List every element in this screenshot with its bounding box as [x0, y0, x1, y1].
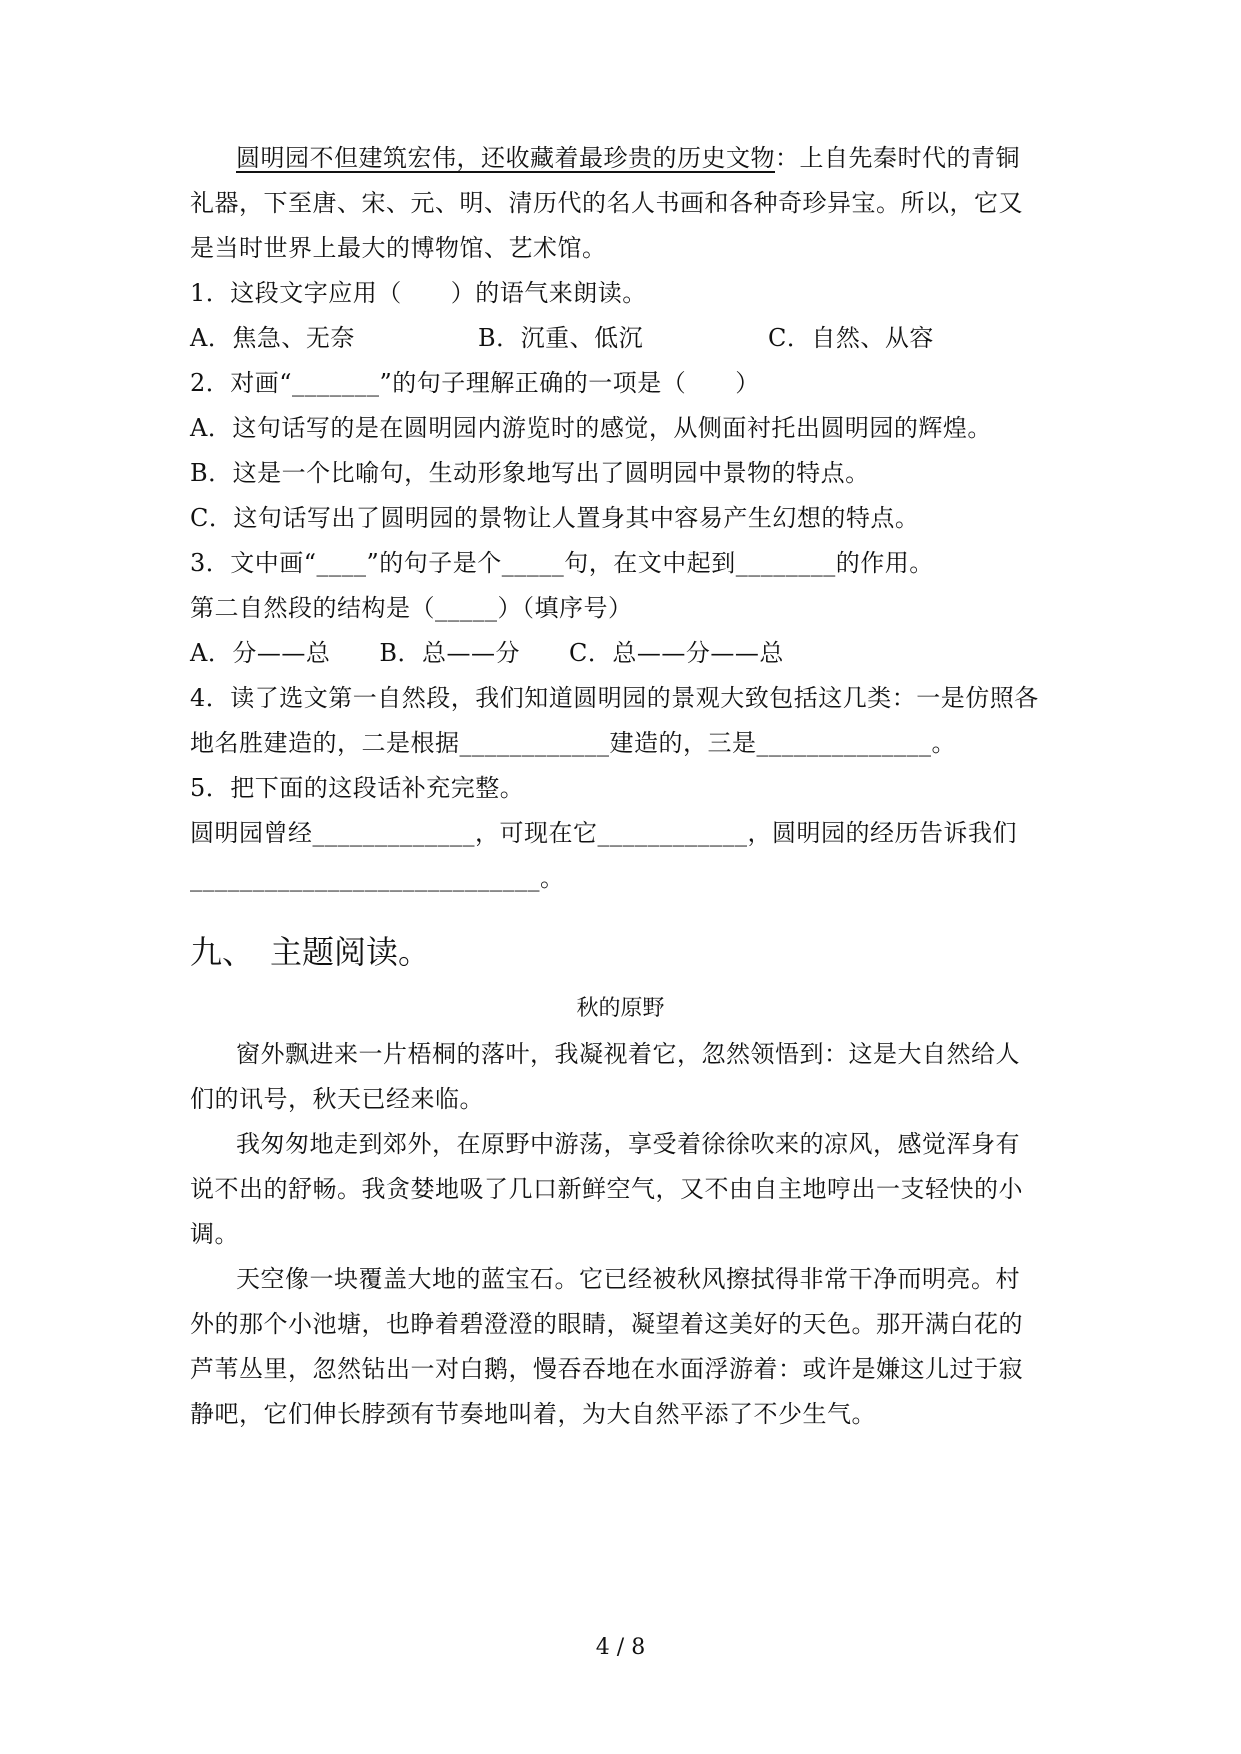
- question-1-option-a: A．焦急、无奈: [190, 324, 355, 352]
- question-2-option-a: A．这句话写的是在圆明园内游览时的感觉，从侧面衬托出圆明园的辉煌。: [190, 414, 992, 442]
- question-1: 1．这段文字应用（ ）的语气来朗读。: [190, 279, 647, 307]
- paragraph-1-line2: 们的讯号，秋天已经来临。: [190, 1085, 484, 1113]
- question-4-line1: 4．读了选文第一自然段，我们知道圆明园的景观大致包括这几类：一是仿照各: [190, 684, 1039, 712]
- question-2-option-b: B．这是一个比喻句，生动形象地写出了圆明园中景物的特点。: [190, 459, 870, 487]
- paragraph-2-line1: 我匆匆地走到郊外，在原野中游荡，享受着徐徐吹来的凉风，感觉浑身有: [236, 1130, 1020, 1158]
- paragraph-2-line3: 调。: [190, 1220, 239, 1248]
- question-3: 3．文中画“____”的句子是个_____句，在文中起到________的作用。: [190, 549, 934, 577]
- question-5: 5．把下面的这段话补充完整。: [190, 774, 525, 802]
- section-9-heading: 九、 主题阅读。: [190, 933, 431, 971]
- paragraph-3-line2: 外的那个小池塘，也睁着碧澄澄的眼睛，凝望着这美好的天色。那开满白花的: [190, 1310, 1023, 1338]
- paragraph-3-line4: 静吧，它们伸长脖颈有节奏地叫着，为大自然平添了不少生气。: [190, 1400, 876, 1428]
- question-1-option-c: C．自然、从容: [768, 324, 934, 352]
- passage1-line1-rest: ：上自先秦时代的青铜: [775, 144, 1020, 172]
- question-2: 2．对画“_______”的句子理解正确的一项是（ ）: [190, 369, 760, 397]
- passage1-line3: 是当时世界上最大的博物馆、艺术馆。: [190, 234, 607, 262]
- question-5-line2: ____________________________。: [190, 864, 565, 892]
- question-3-options: A．分——总 B．总——分 C．总——分——总: [190, 639, 784, 667]
- underlined-sentence: 圆明园不但建筑宏伟，还收藏着最珍贵的历史文物: [236, 144, 775, 172]
- paragraph-1-line1: 窗外飘进来一片梧桐的落叶，我凝视着它，忽然领悟到：这是大自然给人: [236, 1040, 1020, 1068]
- page-number: 4 / 8: [595, 1635, 646, 1660]
- reading-title: 秋的原野: [576, 996, 665, 1021]
- paragraph-3-line1: 天空像一块覆盖大地的蓝宝石。它已经被秋风擦拭得非常干净而明亮。村: [236, 1265, 1020, 1293]
- question-3-sub: 第二自然段的结构是（_____）（填序号）: [190, 594, 633, 622]
- passage1-line2: 礼器，下至唐、宋、元、明、清历代的名人书画和各种奇珍异宝。所以，它又: [190, 189, 1023, 217]
- passage1-line1: [236, 142, 1020, 174]
- question-1-option-b: B．沉重、低沉: [478, 324, 644, 352]
- paragraph-2-line2: 说不出的舒畅。我贪婪地吸了几口新鲜空气，又不由自主地哼出一支轻快的小: [190, 1175, 1023, 1203]
- question-4-line2: 地名胜建造的，二是根据____________建造的，三是______________。: [190, 729, 956, 757]
- question-2-option-c: C．这句话写出了圆明园的景物让人置身其中容易产生幻想的特点。: [190, 504, 920, 532]
- paragraph-3-line3: 芦苇丛里，忽然钻出一对白鹅，慢吞吞地在水面浮游着：或许是嫌这儿过于寂: [190, 1355, 1023, 1383]
- question-5-line1: 圆明园曾经_____________，可现在它____________，圆明园的经历告诉我们: [190, 819, 1017, 847]
